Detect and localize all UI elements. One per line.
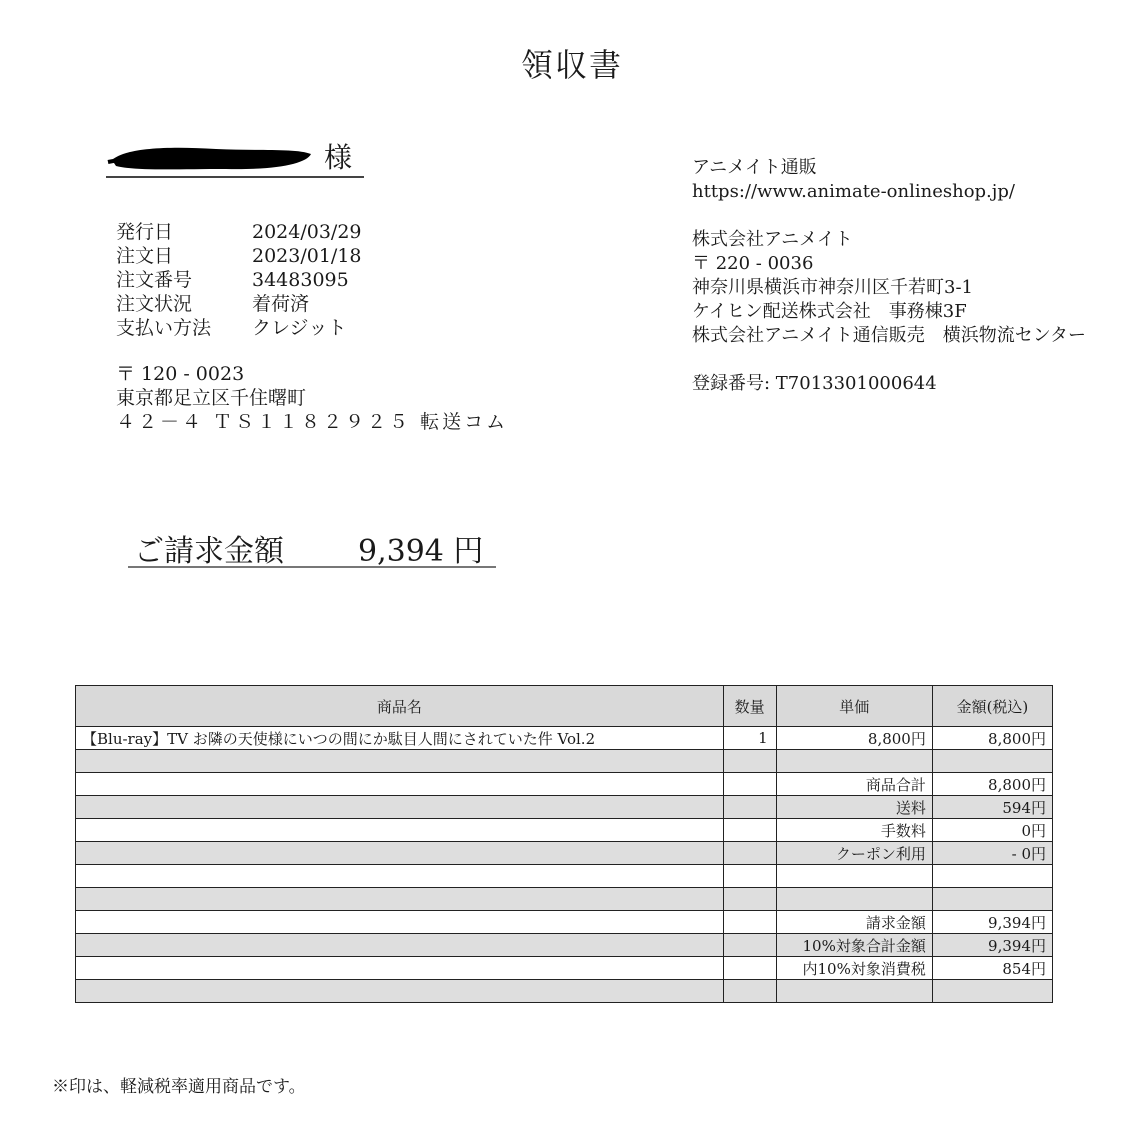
info-label: 支払い方法	[116, 317, 212, 339]
table-row	[76, 888, 1053, 911]
summary-value: 594円	[932, 796, 1052, 819]
seller-info	[692, 156, 1086, 396]
order-info	[116, 220, 362, 340]
table-row	[76, 796, 1053, 819]
seller-shop-name: アニメイト通販	[692, 157, 817, 178]
table-row	[76, 842, 1053, 865]
info-row-issue-date	[116, 220, 362, 244]
seller-postal: 〒 220 - 0036	[692, 253, 814, 274]
header-unit-price: 単価	[776, 686, 932, 727]
summary-value: 8,800円	[932, 773, 1052, 796]
summary-label: 送料	[776, 796, 932, 819]
table-row	[76, 727, 1053, 750]
summary-value: 0円	[932, 819, 1052, 842]
info-value: 2024/03/29	[252, 221, 362, 243]
item-unit-price: 8,800円	[776, 727, 932, 750]
summary-label: 10%対象合計金額	[776, 934, 932, 957]
item-name: 【Blu-ray】TV お隣の天使様にいつの間にか駄目人間にされていた件 Vol.2	[76, 727, 724, 750]
info-value: 34483095	[252, 269, 349, 291]
summary-label: 請求金額	[776, 911, 932, 934]
honorific: 様	[324, 141, 353, 174]
seller-address1: 神奈川県横浜市神奈川区千若町3-1	[692, 277, 973, 298]
info-label: 注文状況	[116, 293, 193, 315]
info-value: 2023/01/18	[252, 245, 362, 267]
header-amount: 金額(税込)	[932, 686, 1052, 727]
item-qty: 1	[723, 727, 776, 750]
footnote: ※印は、軽減税率適用商品です。	[52, 1077, 306, 1097]
info-label: 注文日	[116, 245, 174, 267]
ship-to-address2: ４２－４ ＴＳ１１８２９２５ 転送コム	[116, 411, 509, 433]
summary-label: 商品合計	[776, 773, 932, 796]
summary-label: クーポン利用	[776, 842, 932, 865]
seller-address3: 株式会社アニメイト通信販売 横浜物流センター	[692, 325, 1087, 346]
summary-label: 手数料	[776, 819, 932, 842]
table-row	[76, 865, 1053, 888]
table-header-row	[76, 686, 1053, 727]
table-row	[76, 773, 1053, 796]
ship-to-postal: 〒 120 - 0023	[116, 363, 245, 385]
info-row-order-date	[116, 244, 362, 268]
info-value: 着荷済	[252, 293, 310, 315]
info-label: 発行日	[116, 221, 174, 243]
addressee	[106, 136, 364, 178]
ship-to-address1: 東京都足立区千住曙町	[116, 387, 307, 409]
table-row	[76, 957, 1053, 980]
seller-url: https://www.animate-onlineshop.jp/	[692, 181, 1015, 202]
summary-value: 9,394円	[932, 911, 1052, 934]
summary-value: 854円	[932, 957, 1052, 980]
summary-label: 内10%対象消費税	[776, 957, 932, 980]
item-amount: 8,800円	[932, 727, 1052, 750]
billing-amount	[128, 526, 496, 568]
document-title: 領収書	[520, 46, 623, 84]
redaction-mark	[106, 144, 314, 172]
header-qty: 数量	[723, 686, 776, 727]
seller-address2: ケイヒン配送株式会社 事務棟3F	[692, 301, 967, 322]
table-row	[76, 911, 1053, 934]
table-row	[76, 934, 1053, 957]
table-row	[76, 980, 1053, 1003]
billing-value: 9,394 円	[358, 534, 484, 569]
header-name: 商品名	[76, 686, 724, 727]
info-value: クレジット	[252, 317, 347, 339]
ship-to-address	[116, 362, 508, 434]
info-row-payment-method	[116, 316, 362, 340]
summary-value: 9,394円	[932, 934, 1052, 957]
table-row	[76, 819, 1053, 842]
seller-registration: 登録番号: T7013301000644	[692, 373, 937, 394]
summary-value: - 0円	[932, 842, 1052, 865]
info-row-order-number	[116, 268, 362, 292]
items-table	[75, 685, 1053, 1003]
billing-label: ご請求金額	[134, 534, 284, 569]
info-label: 注文番号	[116, 269, 193, 291]
table-row	[76, 750, 1053, 773]
info-row-order-status	[116, 292, 362, 316]
seller-company: 株式会社アニメイト	[692, 229, 853, 250]
